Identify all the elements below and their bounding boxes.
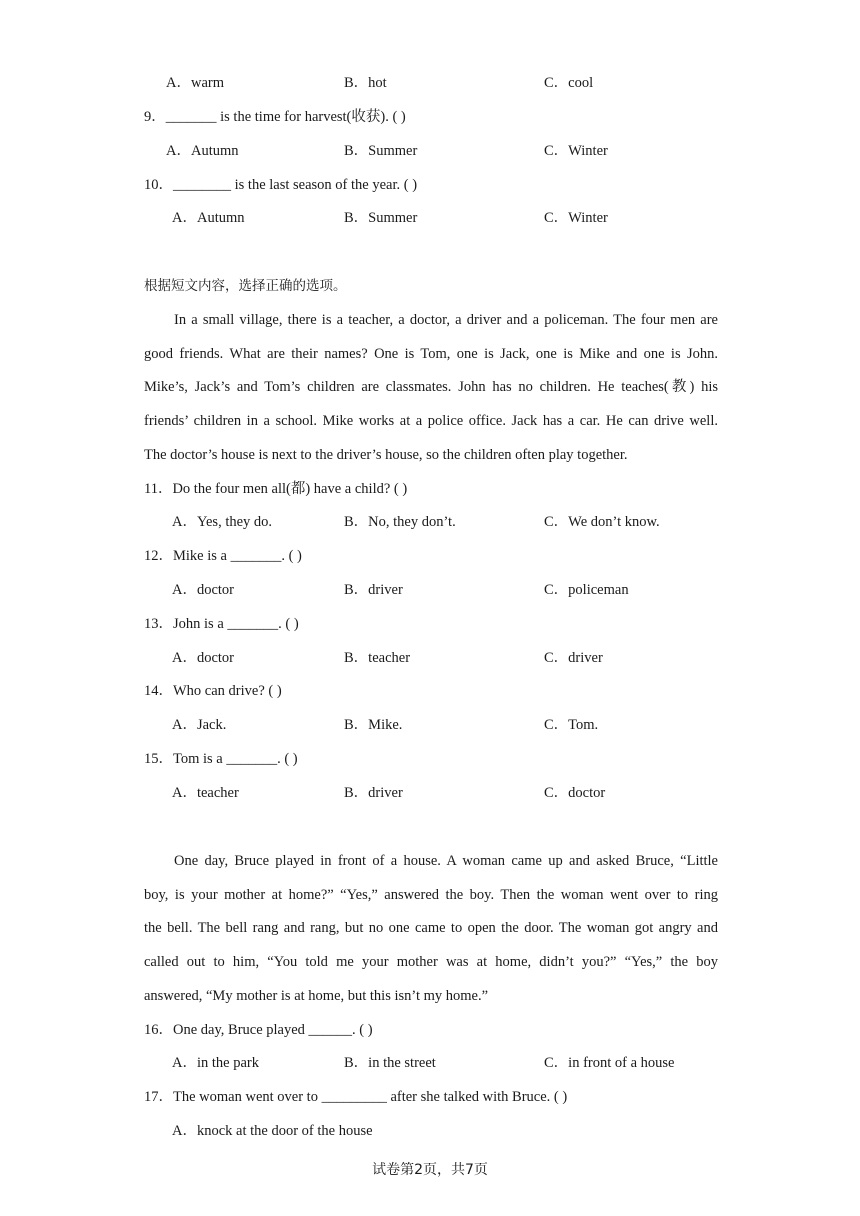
option-a: A．Yes, they do. — [172, 514, 273, 530]
passage-line: One day, Bruce played in front of a house. A woman came up and asked Bruce, “Little — [174, 853, 718, 869]
option-c: C．cool — [544, 75, 594, 91]
passage-line: called out to him, “You told me your mother was at home, didn’t you?” “Yes,” the boy — [144, 954, 718, 970]
option-c: C．Tom. — [544, 717, 599, 733]
passage-line: the bell. The bell rang and rang, but no one came to open the door. The woman got angry and — [144, 920, 718, 936]
option-b: B．hot — [344, 75, 387, 91]
passage-line: Mike’s, Jack’s and Tom’s children are classmates. John has no children. He teaches(教) his — [144, 379, 718, 395]
option-c: C．driver — [544, 650, 603, 666]
question-13-stem: 13．John is a _______. ( ) — [144, 616, 299, 632]
option-b: B．Summer — [344, 210, 418, 226]
section-instruction: 根据短文内容，选择正确的选项。 — [144, 278, 347, 294]
option-b: B．teacher — [344, 650, 411, 666]
option-a: A．teacher — [172, 785, 239, 801]
passage-line: The doctor’s house is next to the driver’s house, so the children often play together. — [144, 447, 628, 463]
passage-line: boy, is your mother at home?” “Yes,” answered the boy. Then the woman went over to ring — [144, 887, 718, 903]
question-14-stem: 14．Who can drive? ( ) — [144, 683, 282, 699]
option-b: B．driver — [344, 785, 403, 801]
option-c: C．Winter — [544, 143, 608, 159]
question-17-stem: 17．The woman went over to _________ after she talked with Bruce. ( ) — [144, 1089, 568, 1105]
option-a: A．doctor — [172, 582, 235, 598]
option-c: C．We don’t know. — [544, 514, 660, 530]
question-9-stem: 9．_______ is the time for harvest(收获). ( ) — [144, 109, 406, 125]
option-a: A．Autumn — [166, 143, 239, 159]
option-a: A．Autumn — [172, 210, 245, 226]
option-a: A．knock at the door of the house — [172, 1123, 373, 1139]
option-c: C．policeman — [544, 582, 629, 598]
option-c: C．doctor — [544, 785, 606, 801]
option-c: C．Winter — [544, 210, 608, 226]
page-footer: 试卷第2页，共7页 — [372, 1162, 488, 1178]
option-b: B．No, they don’t. — [344, 514, 456, 530]
passage-line: good friends. What are their names? One is Tom, one is Jack, one is Mike and one is John. — [144, 346, 718, 362]
passage-line: In a small village, there is a teacher, a doctor, a driver and a policeman. The four men are — [174, 312, 718, 328]
question-11-stem: 11．Do the four men all(都) have a child? ( ) — [144, 481, 408, 497]
option-b: B．Summer — [344, 143, 418, 159]
passage-line: answered, “My mother is at home, but this isn’t my home.” — [144, 988, 489, 1004]
passage-line: friends’ children in a school. Mike works at a police office. Jack has a car. He can drive well. — [144, 413, 718, 429]
option-b: B．driver — [344, 582, 403, 598]
option-b: B．in the street — [344, 1055, 436, 1071]
option-a: A．doctor — [172, 650, 235, 666]
option-a: A．warm — [166, 75, 224, 91]
option-c: C．in front of a house — [544, 1055, 675, 1071]
question-10-stem: 10．________ is the last season of the year. ( ) — [144, 177, 418, 193]
option-a: A．in the park — [172, 1055, 259, 1071]
option-a: A．Jack. — [172, 717, 227, 733]
option-b: B．Mike. — [344, 717, 403, 733]
question-12-stem: 12．Mike is a _______. ( ) — [144, 548, 302, 564]
question-15-stem: 15．Tom is a _______. ( ) — [144, 751, 298, 767]
question-16-stem: 16．One day, Bruce played ______. ( ) — [144, 1022, 373, 1038]
